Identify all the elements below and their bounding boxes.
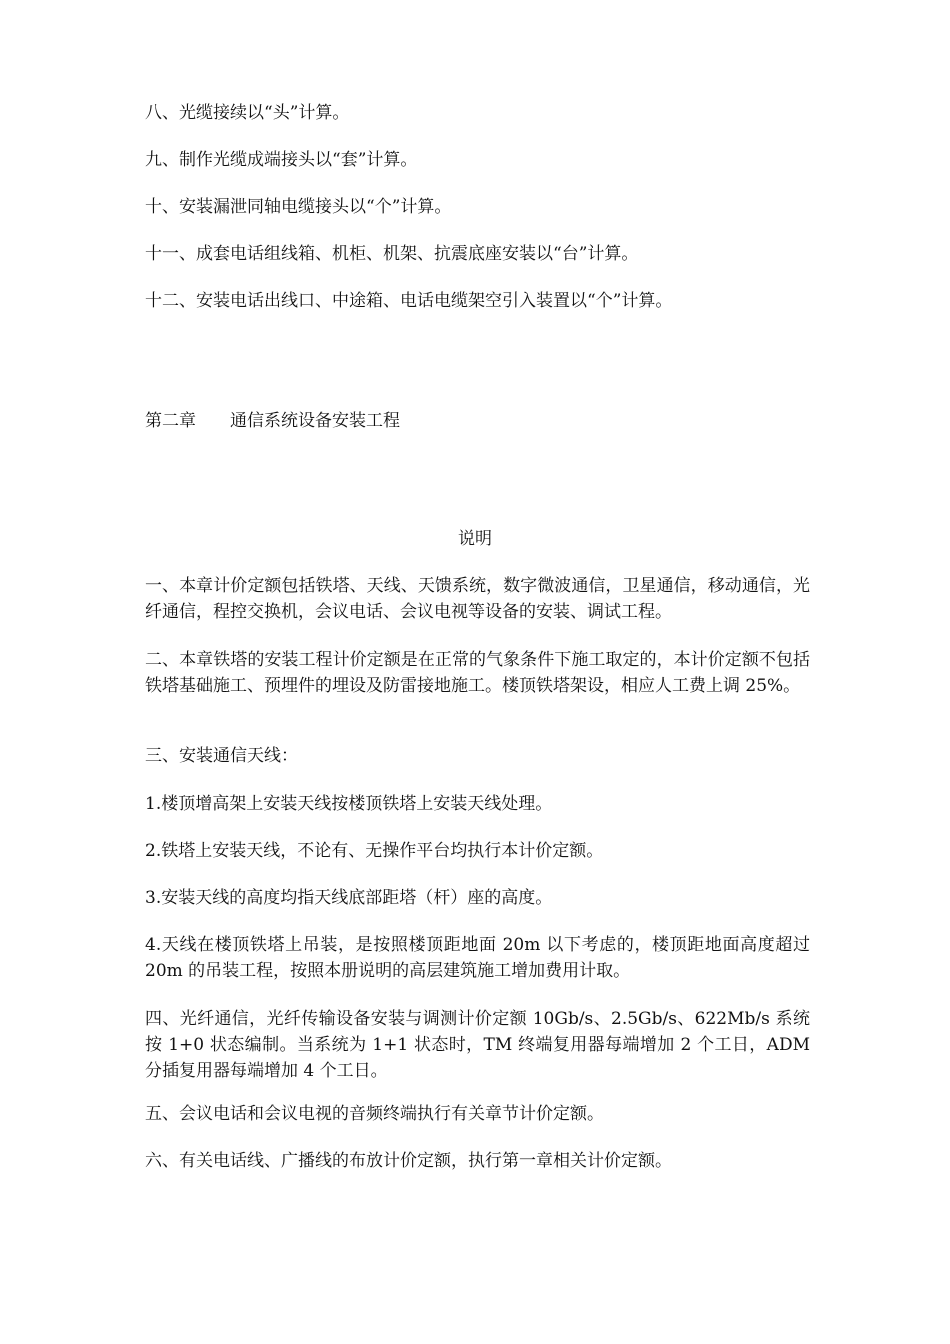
item-11: 十一、成套电话组线箱、机柜、机架、抗震底座安装以“台”计算。 <box>145 244 639 264</box>
paragraph-5: 五、会议电话和会议电视的音频终端执行有关章节计价定额。 <box>145 1104 604 1124</box>
chapter-title: 通信系统设备安装工程 <box>230 411 400 431</box>
item-12: 十二、安装电话出线口、中途箱、电话电缆架空引入装置以“个”计算。 <box>145 291 673 311</box>
paragraph-3-4: 4.天线在楼顶铁塔上吊装，是按照楼顶距地面 20m 以下考虑的，楼顶距地面高度超过 20m 的吊装工程，按照本册说明的高层建筑施工增加费用计取。 <box>145 935 810 981</box>
chapter-number: 第二章 <box>145 411 196 431</box>
chapter-heading <box>145 408 810 434</box>
item-10: 十、安装漏泄同轴电缆接头以“个”计算。 <box>145 197 452 217</box>
paragraph-3: 三、安装通信天线： <box>145 746 298 766</box>
paragraph-3-2: 2.铁塔上安装天线，不论有、无操作平台均执行本计价定额。 <box>145 841 604 861</box>
paragraph-3-3: 3.安装天线的高度均指天线底部距塔（杆）座的高度。 <box>145 888 553 908</box>
item-8: 八、光缆接续以“头”计算。 <box>145 103 350 123</box>
paragraph-1: 一、本章计价定额包括铁塔、天线、天馈系统，数字微波通信，卫星通信，移动通信，光纤通信，程控交换机，会议电话、会议电视等设备的安装、调试工程。 <box>145 576 810 622</box>
paragraph-6: 六、有关电话线、广播线的布放计价定额，执行第一章相关计价定额。 <box>145 1151 672 1171</box>
item-9: 九、制作光缆成端接头以“套”计算。 <box>145 150 418 170</box>
section-title: 说明 <box>458 529 492 549</box>
paragraph-2: 二、本章铁塔的安装工程计价定额是在正常的气象条件下施工取定的，本计价定额不包括铁塔基础施工、预埋件的埋设及防雷接地施工。楼顶铁塔架设，相应人工费上调 25%。 <box>145 650 810 696</box>
paragraph-4: 四、光纤通信，光纤传输设备安装与调测计价定额 10Gb/s、2.5Gb/s、622Mb/s 系统按 1+0 状态编制。当系统为 1+1 状态时，TM 终端复用器每端增加 2 个工日，ADM 分插复用器每端增加 4 个工日。 <box>145 1009 810 1081</box>
paragraph-3-1: 1.楼顶增高架上安装天线按楼顶铁塔上安装天线处理。 <box>145 794 553 814</box>
